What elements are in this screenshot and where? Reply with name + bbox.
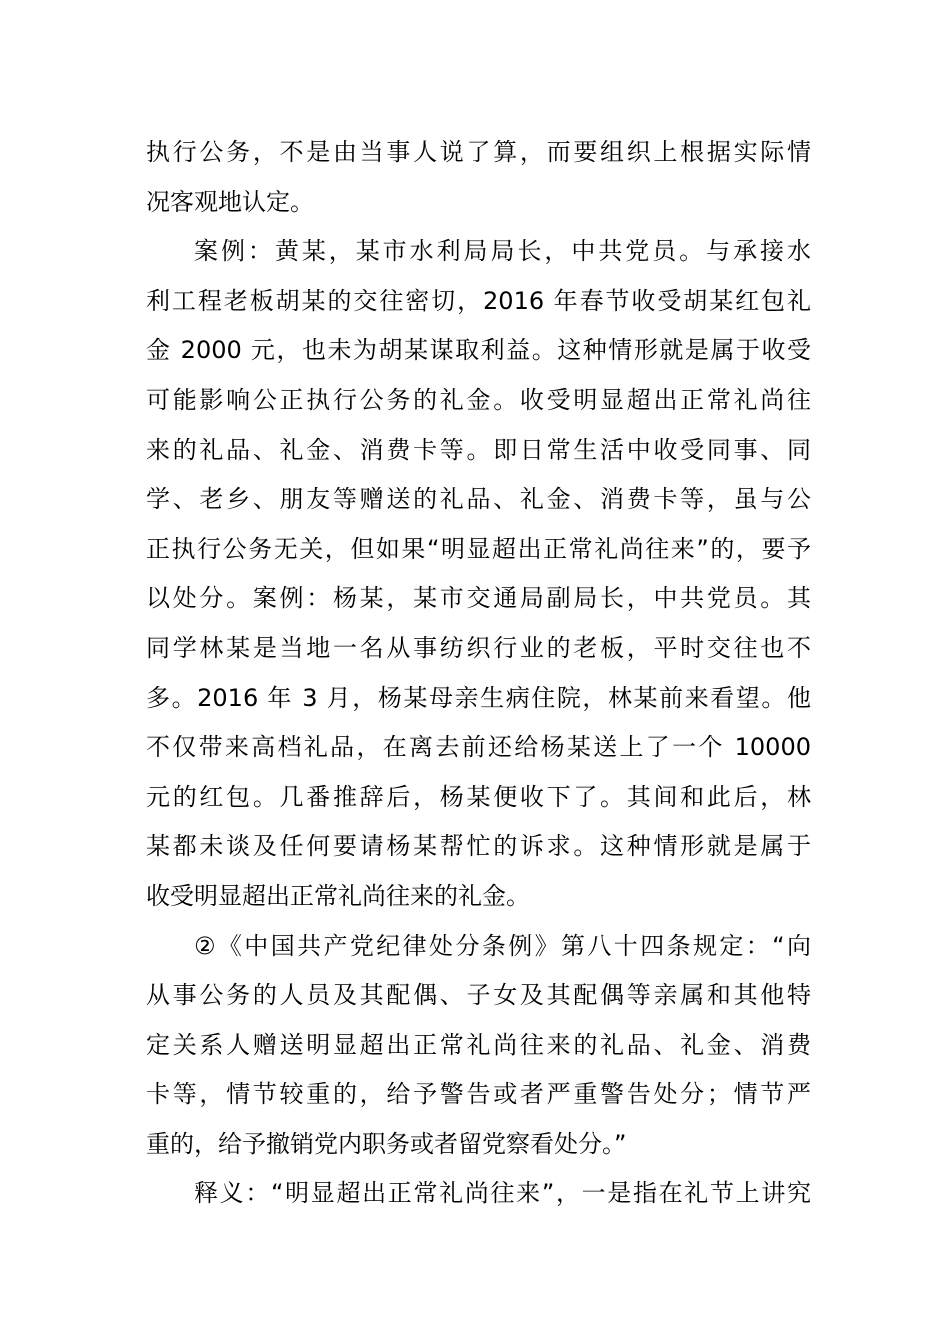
text-line: 重的，给予撤销党内职务或者留党察看处分。” [146, 1129, 627, 1158]
text-line: 来的礼品、礼金、消费卡等。即日常生活中收受同事、同 [146, 435, 811, 464]
text-line: 同学林某是当地一名从事纺织行业的老板，平时交往也不 [146, 633, 811, 662]
text-line: 多。2016 年 3 月，杨某母亲生病住院，林某前来看望。他 [146, 683, 811, 712]
text-line: 可能影响公正执行公务的礼金。收受明显超出正常礼尚往 [146, 385, 811, 414]
text-line: 元的红包。几番推辞后，杨某便收下了。其间和此后，林 [146, 782, 811, 811]
text-line: 定关系人赠送明显超出正常礼尚往来的礼品、礼金、消费 [146, 1030, 811, 1059]
text-line: 某都未谈及任何要请杨某帮忙的诉求。这种情形就是属于 [146, 832, 811, 861]
text-line: 不仅带来高档礼品，在离去前还给杨某送上了一个 10000 [146, 733, 811, 762]
text-line: 从事公务的人员及其配偶、子女及其配偶等亲属和其他特 [146, 981, 811, 1010]
text-line: 况客观地认定。 [146, 187, 314, 216]
text-line: 案例：黄某，某市水利局局长，中共党员。与承接水 [194, 237, 811, 266]
text-line: 释义：“明显超出正常礼尚往来”，一是指在礼节上讲究 [194, 1179, 811, 1208]
text-line: 收受明显超出正常礼尚往来的礼金。 [146, 881, 530, 910]
text-line: 卡等，情节较重的，给予警告或者严重警告处分；情节严 [146, 1080, 811, 1109]
text-line: 执行公务，不是由当事人说了算，而要组织上根据实际情 [146, 138, 811, 166]
text-line: 以处分。案例：杨某，某市交通局副局长，中共党员。其 [146, 584, 811, 613]
text-line: 金 2000 元，也未为胡某谋取利益。这种情形就是属于收受 [146, 336, 811, 365]
text-line: ②《中国共产党纪律处分条例》第八十四条规定：“向 [194, 931, 811, 960]
text-line: 正执行公务无关，但如果“明显超出正常礼尚往来”的，要予 [146, 534, 811, 563]
text-line: 学、老乡、朋友等赠送的礼品、礼金、消费卡等，虽与公 [146, 485, 811, 514]
text-line: 利工程老板胡某的交往密切，2016 年春节收受胡某红包礼 [146, 286, 811, 315]
document-body [146, 128, 811, 1219]
